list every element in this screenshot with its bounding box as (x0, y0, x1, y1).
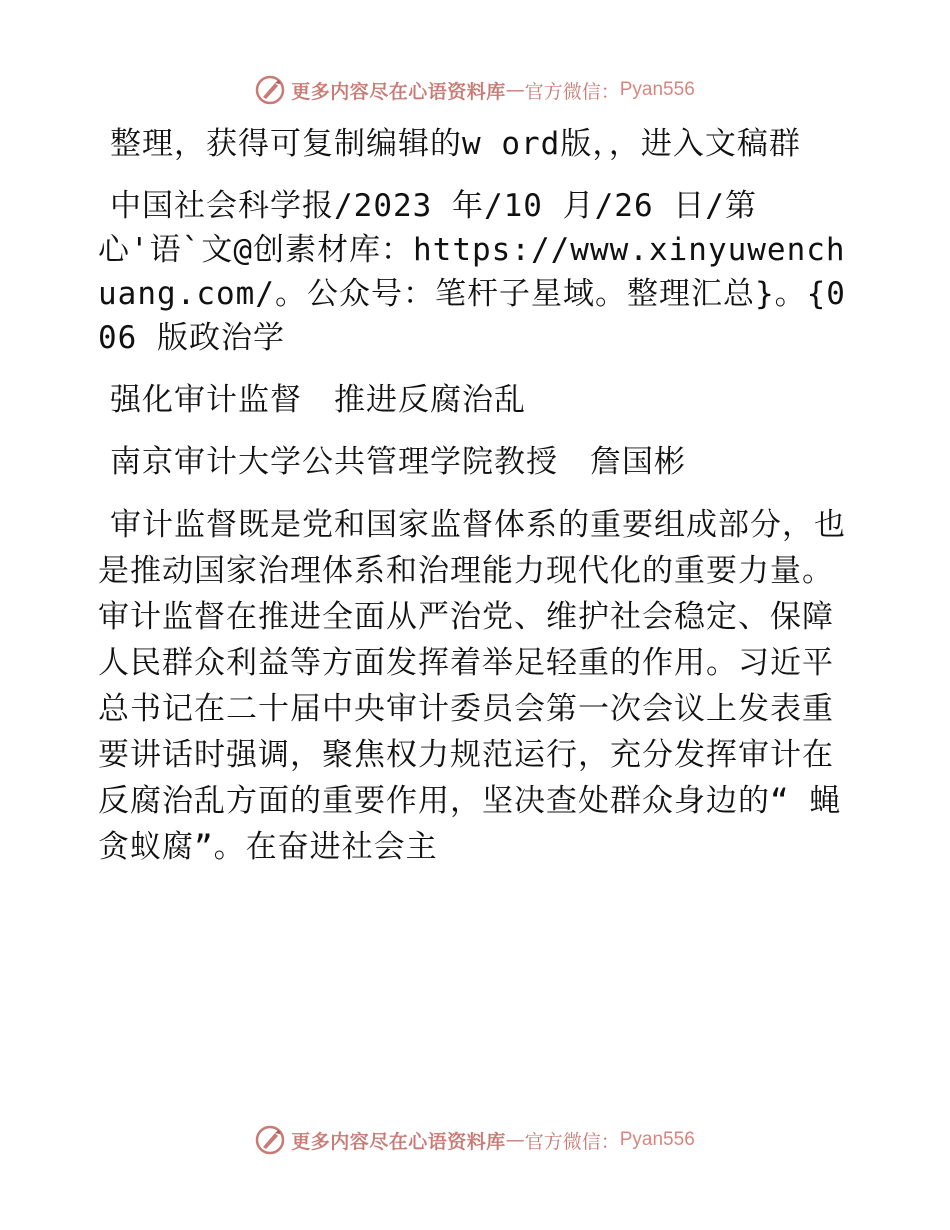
watermark-wechat-handle: Pyan556 (619, 79, 695, 100)
document-body (98, 122, 850, 888)
watermark-contact-label: 官方微信： (524, 80, 620, 103)
watermark-dash: — (505, 1129, 525, 1151)
intro-paragraph: 整理，获得可复制编辑的w ord版，，进入文稿群 (110, 126, 801, 162)
article-title: 强化审计监督 推进反腐治乱 (110, 382, 526, 418)
watermark-brand-text: 更多内容尽在心语资料库 (291, 80, 506, 103)
quill-pen-logo-icon (255, 75, 285, 105)
quill-pen-logo-icon (255, 1125, 285, 1155)
watermark-contact-label: 官方微信： (524, 1130, 620, 1153)
header-watermark (0, 70, 950, 110)
watermark-wechat-handle: Pyan556 (619, 1129, 695, 1150)
footer-watermark (0, 1120, 950, 1160)
article-body-paragraph: 审计监督既是党和国家监督体系的重要组成部分，也是推动国家治理体系和治理能力现代化的重要力量。审计监督在推进全面从严治党、维护社会稳定、保障人民群众利益等方面发挥着举足轻重的作用。习近平总书记在二十届中央审计委员会第一次会议上发表重要讲话时强调，聚焦权力规范运行，充分发挥审计在反腐治乱方面的重要作用，坚决查处群众身边的“ 蝇贪蚁腐”。在奋进社会主 (98, 507, 846, 865)
source-paragraph: 中国社会科学报/2023 年/10 月/26 日/第 心'语`文@创素材库：https://www.xinyuwenchuang.com/。公众号：笔杆子星域。整理汇总}。{006 版政治学 (98, 188, 846, 356)
watermark-dash: — (505, 79, 525, 101)
article-byline: 南京审计大学公共管理学院教授 詹国彬 (110, 444, 686, 480)
watermark-brand-text: 更多内容尽在心语资料库 (291, 1130, 506, 1153)
